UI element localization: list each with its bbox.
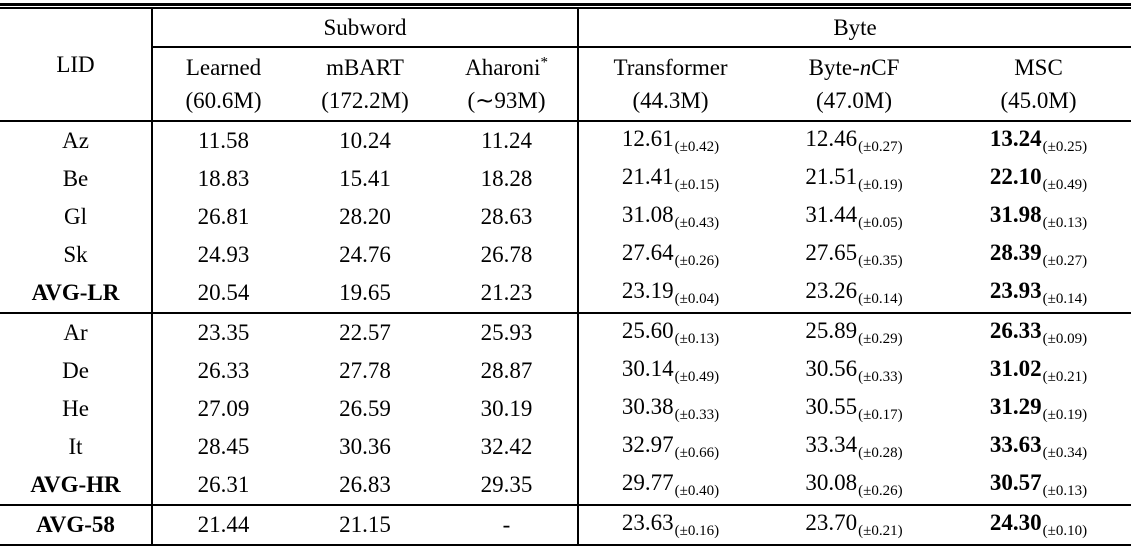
subword-value-learned: 28.45 bbox=[197, 434, 250, 459]
score-value: 25.89 bbox=[805, 318, 858, 343]
stddev-subscript: (±0.27) bbox=[1042, 253, 1088, 269]
row-label: Az bbox=[0, 121, 152, 160]
byte-value-byte-ncf bbox=[762, 390, 946, 428]
stddev-subscript: (±0.14) bbox=[858, 291, 903, 307]
column-header-transformer bbox=[578, 47, 762, 121]
column-name: mBART bbox=[326, 54, 404, 80]
stddev-subscript: (±0.17) bbox=[858, 407, 903, 423]
stddev-subscript: (±0.49) bbox=[674, 369, 720, 385]
stddev-subscript: (±0.19) bbox=[1042, 407, 1088, 423]
byte-value-transformer bbox=[578, 466, 762, 505]
subword-value-learned: 20.54 bbox=[152, 274, 294, 313]
stddev-subscript: (±0.29) bbox=[858, 331, 903, 347]
subword-value-aharoni: 18.28 bbox=[480, 166, 533, 191]
stddev-subscript: (±0.10) bbox=[1042, 523, 1088, 539]
column-header-mbart bbox=[294, 47, 436, 121]
column-header-byte-ncf bbox=[762, 47, 946, 121]
score-value: 23.70 bbox=[805, 510, 858, 535]
subword-value-mbart: 22.57 bbox=[339, 320, 391, 345]
subword-value-learned: 26.33 bbox=[197, 358, 250, 383]
subword-value-aharoni: 32.42 bbox=[480, 434, 533, 459]
byte-value-transformer bbox=[578, 236, 762, 274]
byte-value-byte-ncf bbox=[762, 160, 946, 198]
subword-value-aharoni: 28.87 bbox=[480, 358, 533, 383]
stddev-subscript: (±0.21) bbox=[1042, 369, 1088, 385]
table-row-az bbox=[0, 121, 1131, 160]
stddev-subscript: (±0.21) bbox=[858, 523, 903, 539]
row-label: Be bbox=[0, 160, 152, 198]
score-value: 31.02 bbox=[989, 356, 1042, 381]
score-value: 27.64 bbox=[621, 240, 674, 265]
subword-value-aharoni: 30.19 bbox=[480, 396, 533, 421]
subword-value-learned: 26.31 bbox=[152, 466, 294, 505]
column-header-msc bbox=[946, 47, 1131, 121]
stddev-subscript: (±0.33) bbox=[858, 369, 903, 385]
column-name: Aharoni* bbox=[465, 54, 548, 80]
score-value: 33.63 bbox=[989, 432, 1042, 457]
score-value: 30.57 bbox=[989, 470, 1042, 495]
subword-value-aharoni: - bbox=[436, 505, 578, 545]
stddev-subscript: (±0.40) bbox=[674, 483, 720, 499]
table-body bbox=[0, 121, 1131, 545]
subword-value-mbart: 30.36 bbox=[339, 434, 391, 459]
score-value: 23.26 bbox=[805, 278, 858, 303]
row-label: It bbox=[0, 428, 152, 466]
stddev-subscript: (±0.04) bbox=[674, 291, 720, 307]
stddev-subscript: (±0.43) bbox=[674, 215, 720, 231]
byte-value-byte-ncf bbox=[762, 313, 946, 352]
byte-value-transformer bbox=[578, 274, 762, 313]
byte-value-transformer bbox=[578, 160, 762, 198]
stddev-subscript: (±0.25) bbox=[1042, 139, 1088, 155]
byte-value-transformer bbox=[578, 313, 762, 352]
score-value: 28.39 bbox=[989, 240, 1042, 265]
byte-value-transformer bbox=[578, 352, 762, 390]
stddev-subscript: (±0.26) bbox=[674, 253, 720, 269]
byte-value-transformer bbox=[578, 505, 762, 545]
subword-value-mbart: 19.65 bbox=[294, 274, 436, 313]
subword-value-aharoni: 25.93 bbox=[480, 320, 533, 345]
score-value: 13.24 bbox=[989, 126, 1042, 151]
score-value: 23.19 bbox=[621, 278, 674, 303]
stddev-subscript: (±0.26) bbox=[858, 483, 903, 499]
byte-value-byte-ncf bbox=[762, 121, 946, 160]
byte-value-msc bbox=[946, 352, 1131, 390]
group-header-subword: Subword bbox=[152, 9, 578, 47]
score-value: 12.61 bbox=[621, 126, 674, 151]
column-param-count: (60.6M) bbox=[185, 88, 262, 113]
stddev-subscript: (±0.33) bbox=[674, 407, 720, 423]
column-name: Byte-nCF bbox=[808, 54, 900, 80]
stddev-subscript: (±0.34) bbox=[1042, 445, 1088, 461]
score-value: 31.44 bbox=[805, 202, 858, 227]
table-row-gl bbox=[0, 198, 1131, 236]
subword-value-mbart: 27.78 bbox=[339, 358, 391, 383]
stddev-subscript: (±0.16) bbox=[674, 523, 720, 539]
column-header-learned bbox=[152, 47, 294, 121]
row-label: Ar bbox=[0, 313, 152, 352]
byte-value-byte-ncf bbox=[762, 428, 946, 466]
subword-value-learned: 27.09 bbox=[197, 396, 250, 421]
subword-value-aharoni: 26.78 bbox=[480, 242, 533, 267]
score-value: 12.46 bbox=[805, 126, 858, 151]
byte-value-byte-ncf bbox=[762, 505, 946, 545]
subword-value-mbart: 24.76 bbox=[339, 242, 391, 267]
subword-value-mbart: 15.41 bbox=[339, 166, 391, 191]
subword-value-mbart: 28.20 bbox=[339, 204, 391, 229]
score-value: 33.34 bbox=[805, 432, 858, 457]
byte-value-msc bbox=[946, 390, 1131, 428]
table-row-sk bbox=[0, 236, 1131, 274]
row-label: Sk bbox=[0, 236, 152, 274]
table-row-he bbox=[0, 390, 1131, 428]
byte-value-byte-ncf bbox=[762, 466, 946, 505]
byte-value-transformer bbox=[578, 198, 762, 236]
row-label: AVG-LR bbox=[0, 274, 152, 313]
score-value: 30.38 bbox=[621, 394, 674, 419]
subword-value-learned: 23.35 bbox=[197, 320, 250, 345]
score-value: 31.29 bbox=[989, 394, 1042, 419]
column-param-count: (45.0M) bbox=[1000, 88, 1077, 113]
row-label: Gl bbox=[0, 198, 152, 236]
subword-value-aharoni: 28.63 bbox=[480, 204, 533, 229]
byte-value-msc bbox=[946, 428, 1131, 466]
stddev-subscript: (±0.49) bbox=[1042, 177, 1088, 193]
stddev-subscript: (±0.05) bbox=[858, 215, 903, 231]
table-row-it bbox=[0, 428, 1131, 466]
table-row-avg-58 bbox=[0, 505, 1131, 545]
byte-value-msc bbox=[946, 466, 1131, 505]
stddev-subscript: (±0.19) bbox=[858, 177, 903, 193]
stddev-subscript: (±0.15) bbox=[674, 177, 720, 193]
score-value: 22.10 bbox=[989, 164, 1042, 189]
stddev-subscript: (±0.13) bbox=[1042, 483, 1088, 499]
stddev-subscript: (±0.13) bbox=[1042, 215, 1088, 231]
subword-value-aharoni: 11.24 bbox=[481, 128, 532, 153]
column-param-count: (172.2M) bbox=[321, 88, 409, 113]
row-label: AVG-HR bbox=[0, 466, 152, 505]
score-value: 23.93 bbox=[989, 278, 1042, 303]
score-value: 21.41 bbox=[621, 164, 674, 189]
score-value: 30.55 bbox=[805, 394, 858, 419]
stddev-subscript: (±0.28) bbox=[858, 445, 903, 461]
byte-value-transformer bbox=[578, 390, 762, 428]
byte-value-msc bbox=[946, 236, 1131, 274]
subword-value-aharoni: 21.23 bbox=[436, 274, 578, 313]
subword-value-learned: 11.58 bbox=[198, 128, 249, 153]
table-row-ar bbox=[0, 313, 1131, 352]
byte-value-byte-ncf bbox=[762, 198, 946, 236]
byte-value-msc bbox=[946, 198, 1131, 236]
stddev-subscript: (±0.42) bbox=[674, 139, 720, 155]
group-header-row bbox=[0, 9, 1131, 47]
score-value: 24.30 bbox=[989, 510, 1042, 535]
column-param-count: (∼93M) bbox=[467, 88, 546, 113]
stddev-subscript: (±0.35) bbox=[858, 253, 903, 269]
column-param-count: (44.3M) bbox=[632, 88, 709, 113]
score-value: 31.98 bbox=[989, 202, 1042, 227]
stddev-subscript: (±0.09) bbox=[1042, 331, 1088, 347]
row-label: AVG-58 bbox=[0, 505, 152, 545]
column-header-aharoni bbox=[436, 47, 578, 121]
byte-value-msc bbox=[946, 313, 1131, 352]
column-name: Transformer bbox=[613, 54, 728, 80]
table-row-be bbox=[0, 160, 1131, 198]
subword-value-learned: 21.44 bbox=[152, 505, 294, 545]
subword-value-aharoni: 29.35 bbox=[436, 466, 578, 505]
score-value: 21.51 bbox=[805, 164, 858, 189]
byte-value-msc bbox=[946, 274, 1131, 313]
subword-value-learned: 18.83 bbox=[197, 166, 250, 191]
table-row-de bbox=[0, 352, 1131, 390]
stddev-subscript: (±0.13) bbox=[674, 331, 720, 347]
subword-value-mbart: 26.83 bbox=[294, 466, 436, 505]
score-value: 30.08 bbox=[805, 470, 858, 495]
byte-value-byte-ncf bbox=[762, 236, 946, 274]
group-header-byte: Byte bbox=[578, 9, 1131, 47]
score-value: 25.60 bbox=[621, 318, 674, 343]
table-row-avg-hr bbox=[0, 466, 1131, 505]
stddev-subscript: (±0.66) bbox=[674, 445, 720, 461]
score-value: 29.77 bbox=[621, 470, 674, 495]
subword-value-learned: 24.93 bbox=[197, 242, 250, 267]
byte-value-msc bbox=[946, 160, 1131, 198]
score-value: 31.08 bbox=[621, 202, 674, 227]
column-name: Learned bbox=[185, 54, 262, 80]
stddev-subscript: (±0.27) bbox=[858, 139, 903, 155]
byte-value-msc bbox=[946, 505, 1131, 545]
score-value: 30.56 bbox=[805, 356, 858, 381]
table-header bbox=[0, 9, 1131, 121]
byte-value-transformer bbox=[578, 428, 762, 466]
column-name: MSC bbox=[1014, 54, 1063, 80]
score-value: 27.65 bbox=[805, 240, 858, 265]
lid-column-header: LID bbox=[0, 9, 152, 121]
byte-value-msc bbox=[946, 121, 1131, 160]
stddev-subscript: (±0.14) bbox=[1042, 291, 1088, 307]
score-value: 32.97 bbox=[621, 432, 674, 457]
column-param-count: (47.0M) bbox=[816, 88, 893, 113]
subword-value-mbart: 26.59 bbox=[339, 396, 391, 421]
row-label: He bbox=[0, 390, 152, 428]
column-header-row bbox=[0, 47, 1131, 121]
byte-value-byte-ncf bbox=[762, 352, 946, 390]
score-value: 23.63 bbox=[621, 510, 674, 535]
results-table bbox=[0, 9, 1131, 546]
subword-value-mbart: 10.24 bbox=[339, 128, 391, 153]
byte-value-transformer bbox=[578, 121, 762, 160]
subword-value-learned: 26.81 bbox=[197, 204, 250, 229]
row-label: De bbox=[0, 352, 152, 390]
table-row-avg-lr bbox=[0, 274, 1131, 313]
byte-value-byte-ncf bbox=[762, 274, 946, 313]
score-value: 26.33 bbox=[989, 318, 1042, 343]
score-value: 30.14 bbox=[621, 356, 674, 381]
subword-value-mbart: 21.15 bbox=[294, 505, 436, 545]
